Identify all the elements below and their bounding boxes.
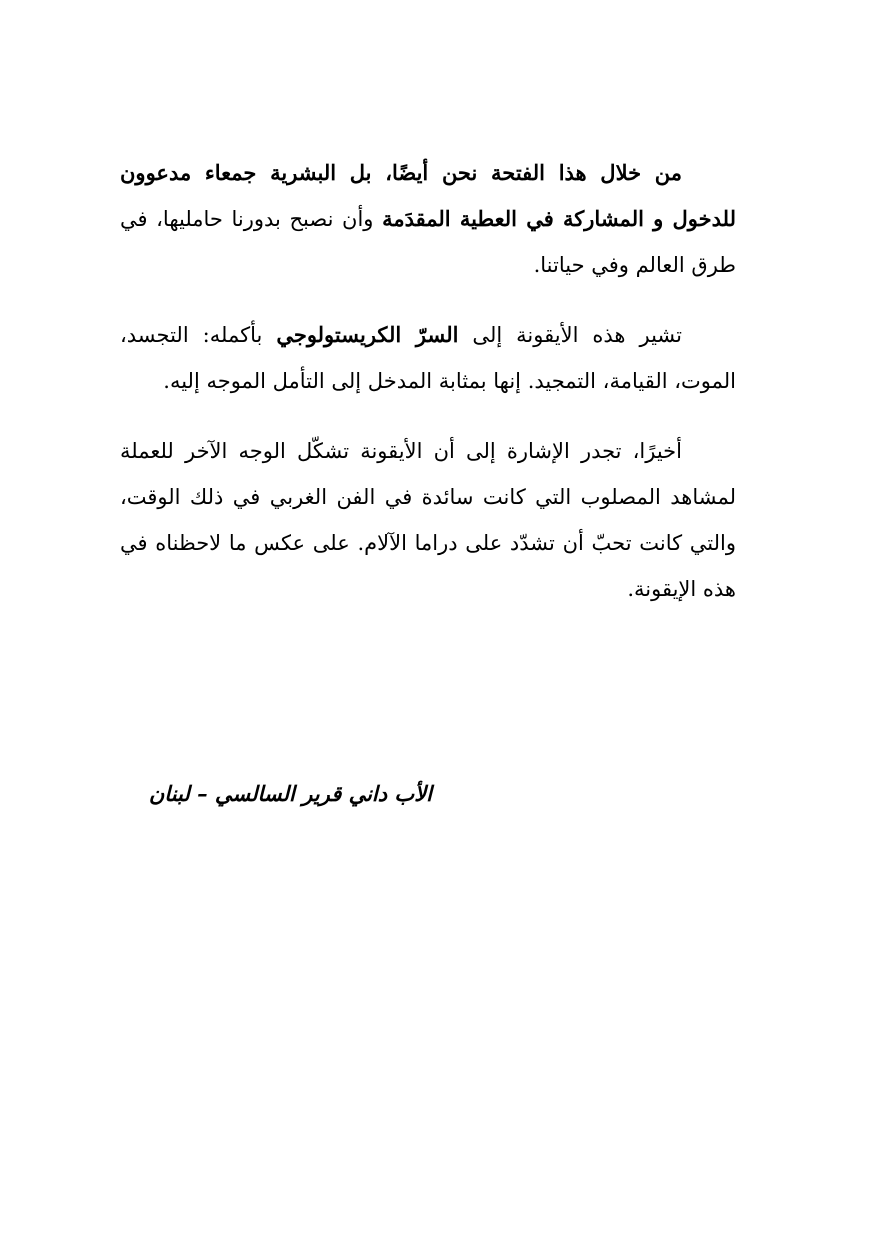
paragraph-1-bold-text: من خلال هذا الفتحة نحن أيضًا، بل البشرية جمعاء مدعوون للدخول و المشاركة في العطية المقدَمة — [120, 160, 736, 231]
paragraph-2-bold-text: السرّ الكريستولوجي — [276, 322, 459, 347]
paragraph-1 — [120, 150, 736, 288]
paragraph-2-text-end: بأكمله: التجسد، الموت، القيامة، التمجيد. إنها بمثابة المدخل إلى التأمل الموجه إليه. — [120, 323, 736, 393]
paragraph-3-text: أخيرًا، تجدر الإشارة إلى أن الأيقونة تشكّل الوجه الآخر للعملة لمشاهد المصلوب التي كانت سائدة في الفن الغربي في ذلك الوقت، والتي كانت تحبّ أن تشدّد على دراما الآلام. على عكس ما لاحظناه في هذه الإيقونة. — [120, 439, 736, 601]
paragraph-1-text: وأن نصبح بدورنا حامليها، في طرق العالم وفي حياتنا. — [120, 207, 736, 277]
paragraph-3 — [120, 428, 736, 612]
article-body — [120, 150, 736, 612]
paragraph-2 — [120, 312, 736, 404]
author-signature: الأب داني قرير السالسي – لبنان — [148, 781, 432, 806]
paragraph-2-text-start: تشير هذه الأيقونة إلى — [458, 323, 682, 347]
